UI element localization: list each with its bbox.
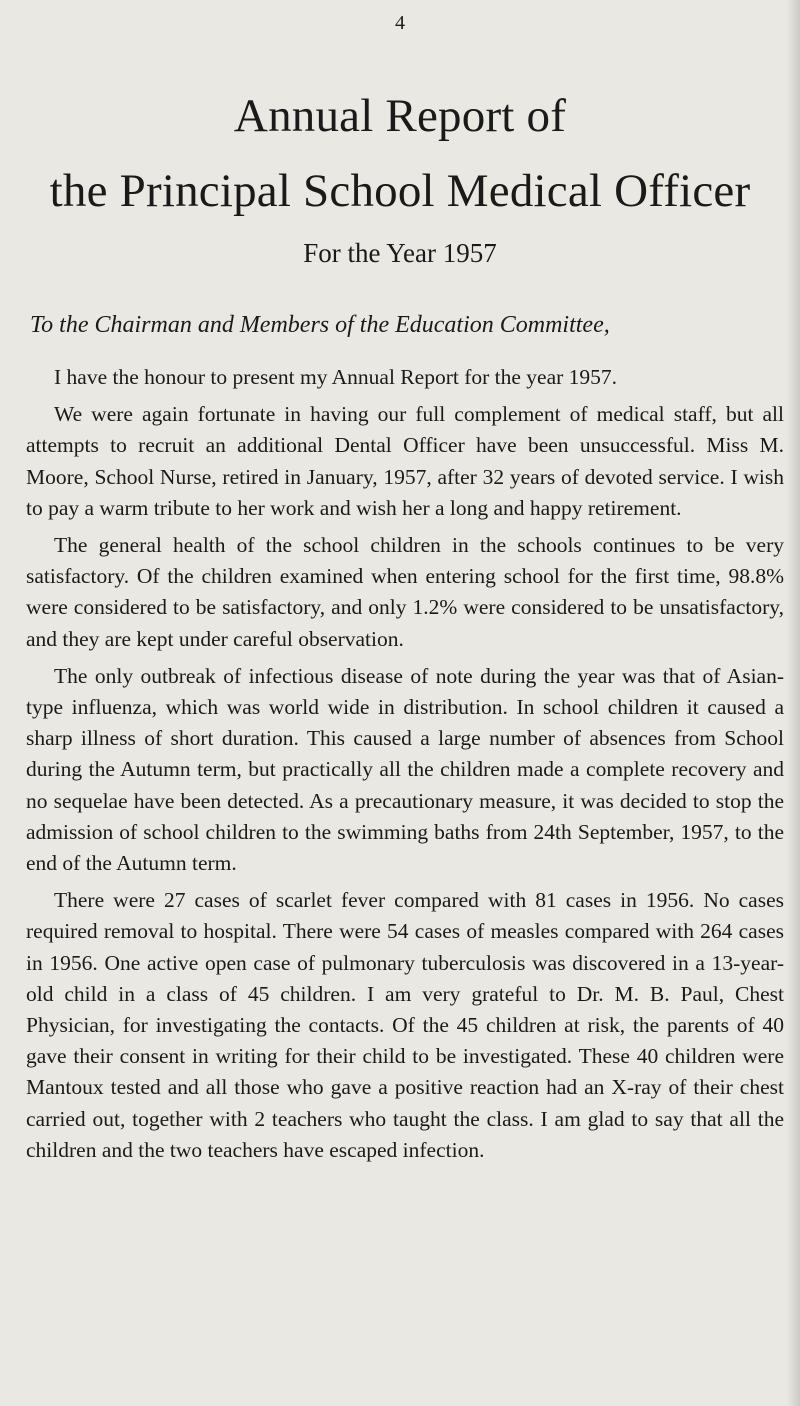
paragraph-influenza: The only outbreak of infectious disease of note during the year was that of Asian-type influenza, which was world wide in distribution. In school children it caused a sharp illness of short duration. This caused a large number of absences from School during the Autumn term, but practically all the children made a complete recovery and no sequelae have been detected. As a precautionary measure, it was decided to stop the admission of school children to the swimming baths from 24th September, 1957, to the end of the Autumn term. (26, 663, 784, 876)
paragraph-intro: I have the honour to present my Annual Report for the year 1957. (54, 365, 618, 389)
page-number: 4 (395, 12, 405, 34)
report-subtitle: For the Year 1957 (303, 238, 497, 268)
paragraph-infectious-cases: There were 27 cases of scarlet fever compared with 81 cases in 1956. No cases required removal to hospital. There were 54 cases of measles compared with 264 cases in 1956. One active open case of pulmonary tuberculosis was discovered in a 13-year-old child in a class of 45 children. I am very grateful to Dr. M. B. Paul, Chest Physician, for investigating the contacts. Of the 45 children at risk, the parents of 40 gave their consent in writing for their child to be investigated. These 40 children were Mantoux tested and all those who gave a positive reaction had an X-ray of their chest carried out, together with 2 teachers who taught the class. I am glad to say that all the children and the two teachers have escaped infection. (26, 888, 784, 1162)
report-body (26, 362, 784, 1172)
report-title-line-2: the Principal School Medical Officer (49, 165, 751, 217)
report-title-line-1: Annual Report of (233, 90, 567, 142)
paragraph-staff: We were again fortunate in having our full complement of medical staff, but all attempts to recruit an additional Dental Officer have been unsuccessful. Miss M. Moore, School Nurse, retired in January, 1957, after 32 years of devoted service. I wish to pay a warm tribute to her work and wish her a long and happy retirement. (26, 402, 784, 520)
page-edge-shadow (786, 0, 800, 1406)
paragraph-general-health: The general health of the school children in the schools continues to be very satisfactory. Of the children examined when entering school for the first time, 98.8% were considered to be satisfactory, and only 1.2% were considered to be unsatisfactory, and they are kept under careful observation. (26, 533, 784, 651)
salutation: To the Chairman and Members of the Education Committee, (30, 312, 610, 338)
